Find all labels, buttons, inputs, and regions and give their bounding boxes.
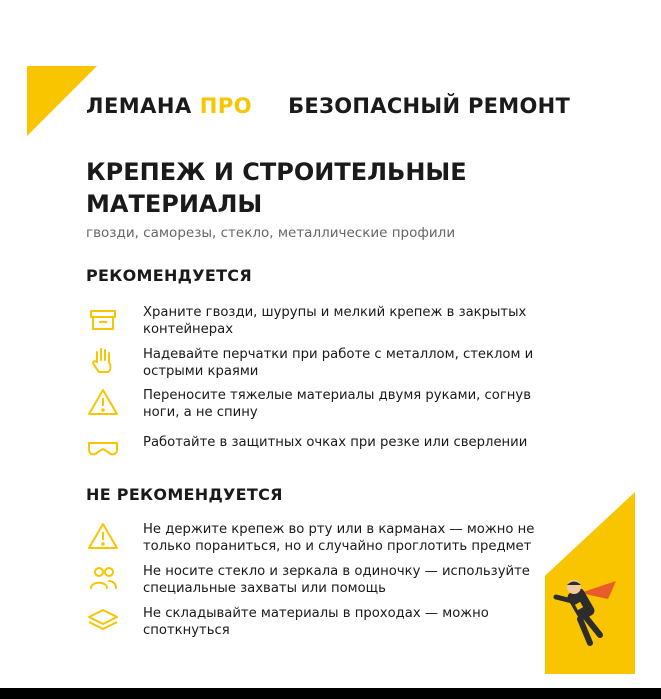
list-item-text: Не складывайте материалы в проходах — можно споткнуться (143, 606, 489, 638)
people-icon (86, 563, 120, 593)
warning-icon (86, 387, 120, 417)
list-item-text: Не носите стекло и зеркала в одиночку — используйте специальные захваты или помощь (143, 564, 530, 596)
logo-main: ЛЕМАНА (86, 94, 192, 118)
superhero-illustration (550, 565, 625, 650)
section-not-recommended-heading: НЕ РЕКОМЕНДУЕТСЯ (86, 485, 283, 504)
page-subtitle: гвозди, саморезы, стекло, металлические профили (86, 225, 456, 241)
header (86, 90, 606, 122)
list-item-text: Храните гвозди, шурупы и мелкий крепеж в закрытых контейнерах (143, 305, 527, 337)
glove-icon (86, 346, 120, 376)
logo-accent: ПРО (199, 94, 253, 118)
bottom-bar (0, 688, 661, 699)
page-title: КРЕПЕЖ И СТРОИТЕЛЬНЫЕ МАТЕРИАЛЫ (86, 158, 467, 218)
list-item-text: Надевайте перчатки при работе с металлом, стеклом и острыми краями (143, 347, 534, 379)
box-icon (86, 304, 120, 334)
goggles-icon (86, 434, 120, 464)
logo (86, 94, 252, 118)
layers-icon (86, 605, 120, 635)
section-recommended-heading: РЕКОМЕНДУЕТСЯ (86, 266, 252, 285)
list-item-text: Переносите тяжелые материалы двумя руками, согнув ноги, а не спину (143, 388, 531, 420)
list-item-text: Не держите крепеж во рту или в карманах — можно не только пораниться, но и случайно проглотить предмет (143, 522, 535, 554)
warning-icon (86, 521, 120, 551)
header-title: БЕЗОПАСНЫЙ РЕМОНТ (288, 94, 571, 118)
list-item-text: Работайте в защитных очках при резке или сверлении (143, 435, 528, 450)
